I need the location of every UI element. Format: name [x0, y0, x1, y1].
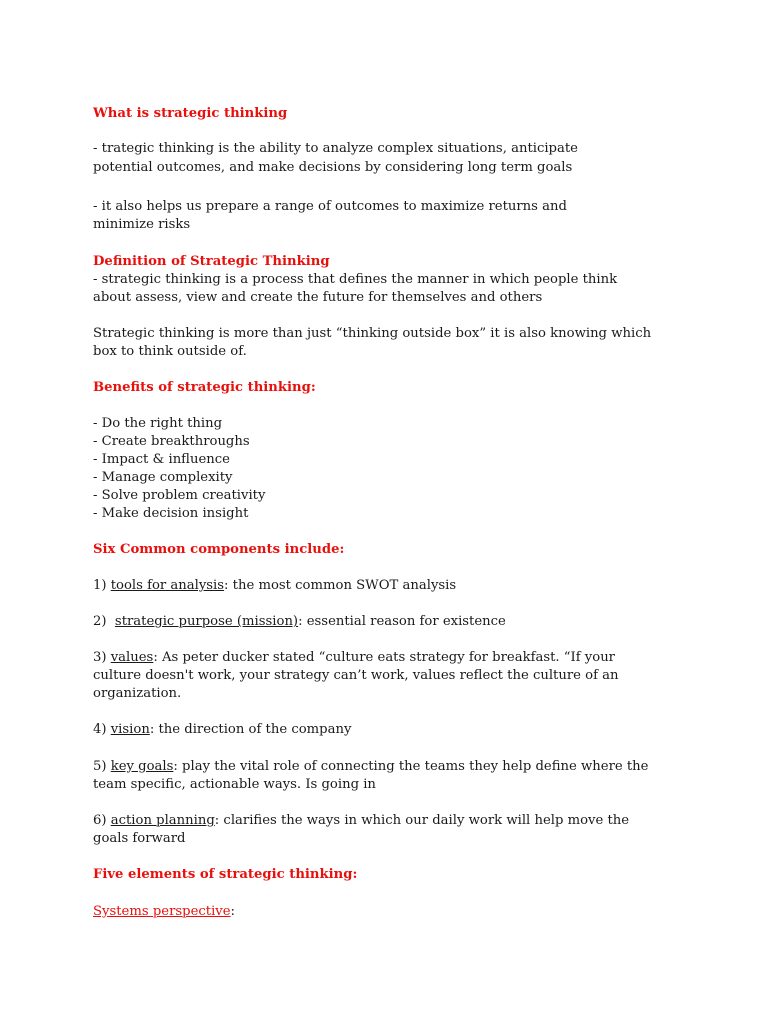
list-item: - Create breakthroughs: [93, 434, 250, 449]
component-number: 3): [93, 650, 111, 665]
component-description: : the direction of the company: [149, 722, 352, 737]
component-item: [93, 721, 351, 739]
component-number: 5): [93, 759, 111, 774]
list-item: - Make decision insight: [93, 506, 249, 521]
component-item: [93, 812, 629, 830]
component-item: [93, 577, 456, 595]
list-item: - Solve problem creativity: [93, 488, 266, 503]
paragraph-line: minimize risks: [93, 217, 191, 232]
component-description: : the most common SWOT analysis: [224, 578, 457, 593]
paragraph-line: about assess, view and create the future for themselves and others: [93, 290, 543, 305]
heading-definition: Definition of Strategic Thinking: [93, 254, 330, 269]
component-term: key goals: [110, 759, 174, 774]
heading-benefits: Benefits of strategic thinking:: [93, 380, 316, 395]
paragraph-line: box to think outside of.: [93, 344, 247, 359]
component-number: 4): [93, 722, 111, 737]
component-description: : As peter ducker stated “culture eats strategy for breakfast. “If your: [153, 650, 615, 665]
component-item: [93, 613, 506, 631]
component-term: strategic purpose (mission): [114, 614, 299, 629]
component-term: action planning: [110, 813, 215, 828]
component-term: values: [110, 650, 154, 665]
systems-perspective-colon: :: [230, 904, 235, 919]
component-item: [93, 758, 648, 776]
paragraph-line: goals forward: [93, 831, 186, 846]
heading-six-components: Six Common components include:: [93, 542, 345, 557]
paragraph-line: organization.: [93, 686, 182, 701]
subheading-systems-perspective: [93, 903, 235, 921]
component-item: [93, 649, 615, 667]
component-number: 1): [93, 578, 111, 593]
paragraph-line: - strategic thinking is a process that defines the manner in which people think: [93, 272, 618, 287]
list-item: - Do the right thing: [93, 416, 223, 431]
component-description: : clarifies the ways in which our daily work will help move the: [214, 813, 630, 828]
list-item: - Impact & influence: [93, 452, 230, 467]
heading-what-is-strategic-thinking: What is strategic thinking: [93, 106, 288, 121]
component-term: tools for analysis: [110, 578, 225, 593]
paragraph-line: - trategic thinking is the ability to analyze complex situations, anticipate: [93, 141, 578, 156]
component-description: : essential reason for existence: [298, 614, 506, 629]
paragraph-line: culture doesn't work, your strategy can’t work, values reflect the culture of an: [93, 668, 619, 683]
component-number: 2): [93, 614, 115, 629]
component-term: vision: [110, 722, 150, 737]
component-number: 6): [93, 813, 111, 828]
paragraph-line: potential outcomes, and make decisions by considering long term goals: [93, 160, 573, 175]
component-description: : play the vital role of connecting the teams they help define where the: [173, 759, 649, 774]
list-item: - Manage complexity: [93, 470, 233, 485]
paragraph-line: team specific, actionable ways. Is going in: [93, 777, 376, 792]
heading-five-elements: Five elements of strategic thinking:: [93, 867, 358, 882]
paragraph-line: - it also helps us prepare a range of outcomes to maximize returns and: [93, 199, 567, 214]
systems-perspective-label: Systems perspective: [93, 904, 231, 919]
paragraph-line: Strategic thinking is more than just “thinking outside box” it is also knowing which: [93, 326, 652, 341]
